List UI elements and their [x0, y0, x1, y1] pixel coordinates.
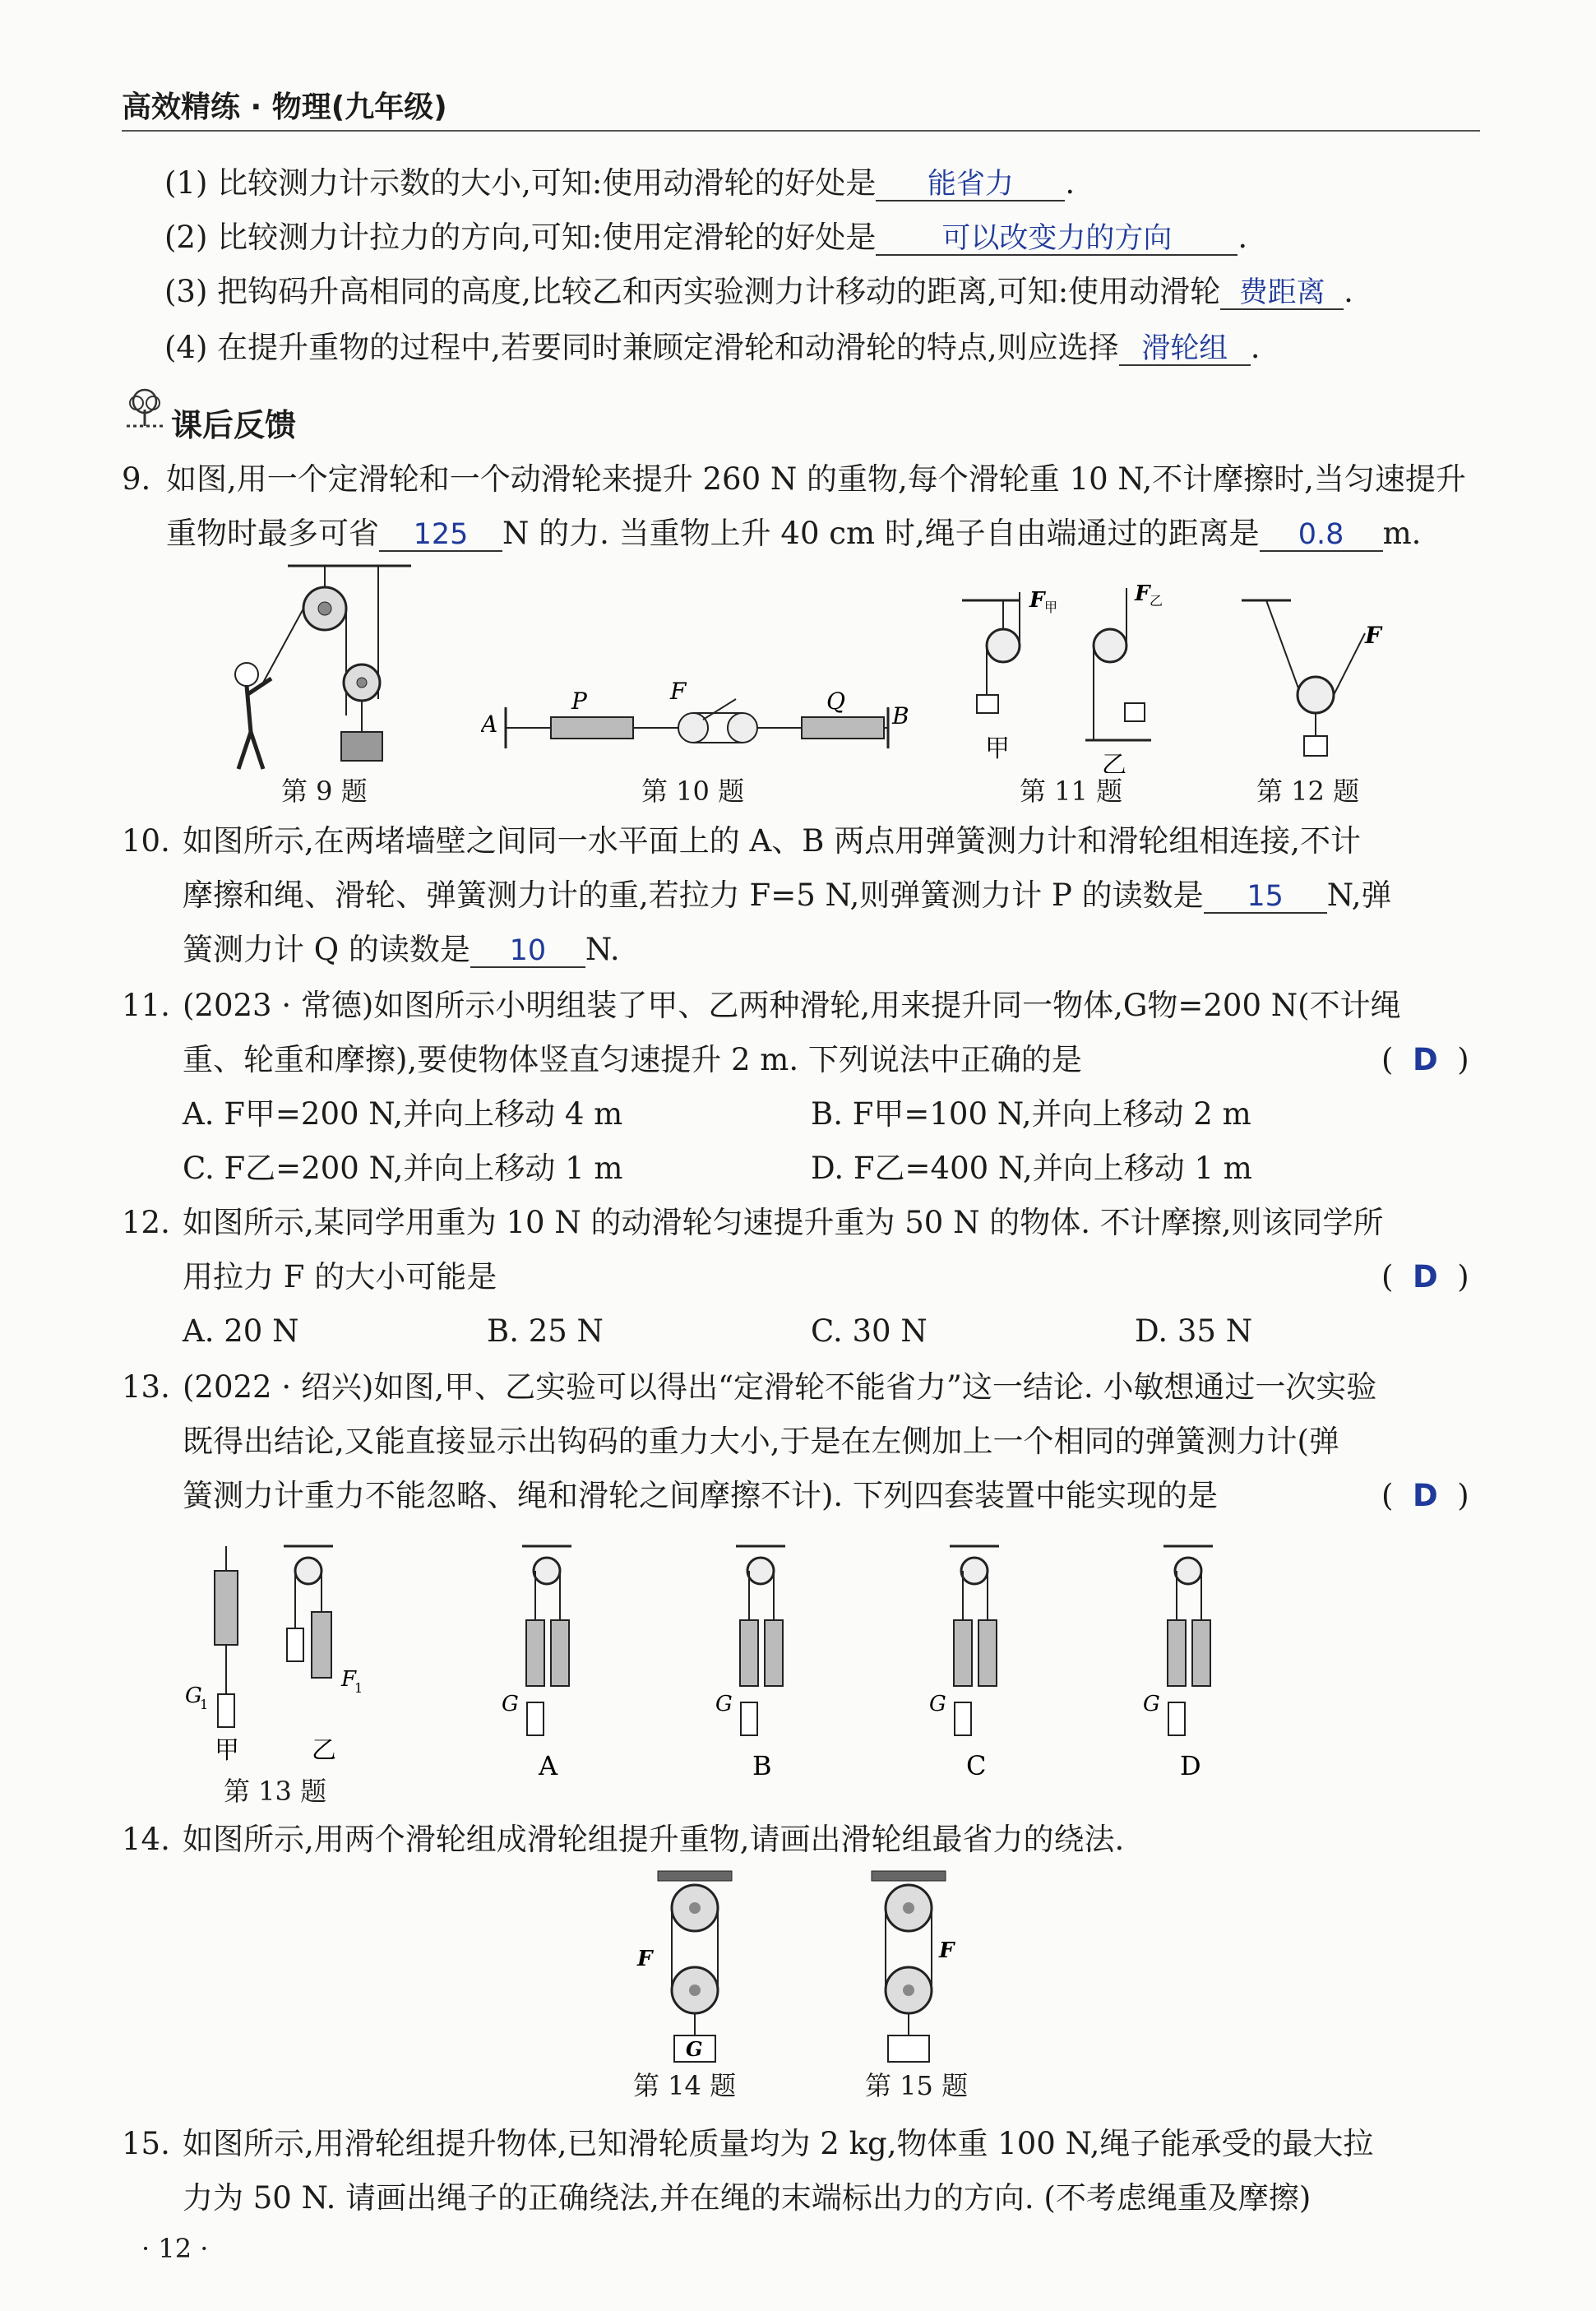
q12-line1: 如图所示,某同学用重为 10 N 的动滑轮匀速提升重为 50 N 的物体. 不计摩擦,则该同学所: [183, 1205, 1384, 1240]
figure-q14-q15: [633, 1867, 962, 2084]
label-option-a: A: [539, 1750, 558, 1781]
q9-answer-2: 0.8: [1260, 520, 1383, 552]
q12-line2: 用拉力 F 的大小可能是: [183, 1259, 497, 1294]
q10-line3: 簧测力计 Q 的读数是 10 N.: [183, 932, 620, 967]
section-icon: [122, 385, 168, 434]
q9-number: 9.: [122, 461, 151, 497]
q11-option-d: D. F乙=400 N,并向上移动 1 m: [811, 1151, 1252, 1186]
page-number: · 12 ·: [141, 2233, 209, 2264]
q13-line2: 既得出结论,又能直接显示出钩码的重力大小,于是在左侧加上一个相同的弹簧测力计(弹: [183, 1424, 1339, 1459]
header-rule: [122, 130, 1480, 132]
q11-line2: 重、轮重和摩擦),要使物体竖直匀速提升 2 m. 下列说法中正确的是: [183, 1042, 1082, 1077]
q8-part-1: (1) 比较测力计示数的大小,可知:使用动滑轮的好处是 能省力 .: [164, 165, 1076, 201]
svg-text:G: G: [1143, 1692, 1160, 1716]
svg-text:G: G: [715, 1692, 733, 1716]
label-yi: 乙: [1102, 751, 1126, 773]
label-Q: Q: [826, 688, 845, 715]
q12-answer: ( D ): [1381, 1259, 1469, 1294]
svg-text:甲: 甲: [1044, 600, 1058, 615]
q15-line1: 如图所示,用滑轮组提升物体,已知滑轮质量均为 2 kg,物体重 100 N,绳子能承受的最大拉: [183, 2126, 1374, 2161]
q10-answer-2: 10: [470, 936, 585, 968]
q12-option-a: A. 20 N: [183, 1313, 299, 1349]
q11-option-a: A. F甲=200 N,并向上移动 4 m: [183, 1096, 623, 1132]
section-title: 课后反馈: [171, 407, 297, 443]
q12-option-c: C. 30 N: [811, 1313, 928, 1349]
q9-line1: 如图,用一个定滑轮和一个动滑轮来提升 260 N 的重物,每个滑轮重 10 N,不计摩擦时,当匀速提升: [166, 461, 1466, 497]
q13-line3: 簧测力计重力不能忽略、绳和滑轮之间摩擦不计). 下列四套装置中能实现的是: [183, 1478, 1218, 1513]
q10-number: 10.: [122, 823, 170, 859]
setup-b: [715, 1546, 785, 1781]
svg-text:G: G: [686, 2037, 703, 2061]
svg-text:甲: 甲: [215, 1736, 239, 1765]
setup-d: [1143, 1546, 1213, 1781]
q9-line2: 重物时最多可省 125 N 的力. 当重物上升 40 cm 时,绳子自由端通过的距离是 0.8 m.: [166, 516, 1422, 551]
svg-text:F: F: [1365, 622, 1381, 649]
svg-text:F: F: [341, 1667, 357, 1692]
q11-line1: (2023 · 常德)如图所示小明组装了甲、乙两种滑轮,用来提升同一物体,G物=200 N(不计绳: [183, 988, 1401, 1023]
caption-q12: 第 12 题: [1256, 776, 1360, 807]
svg-text:乙: 乙: [312, 1736, 336, 1765]
setup-q14: [636, 1871, 732, 2062]
caption-q15: 第 15 题: [865, 2070, 969, 2101]
label-A: A: [481, 711, 498, 738]
q14-line1: 如图所示,用两个滑轮组成滑轮组提升重物,请画出滑轮组最省力的绕法.: [183, 1822, 1125, 1857]
q11-answer: ( D ): [1381, 1042, 1469, 1077]
label-B: B: [892, 702, 909, 729]
svg-text:F: F: [1135, 584, 1150, 606]
q8-answer-3: 费距离: [1220, 278, 1344, 310]
q8-answer-1: 能省力: [876, 169, 1065, 201]
svg-text:乙: 乙: [1150, 593, 1163, 609]
q12-number: 12.: [122, 1205, 170, 1240]
q8-answer-4: 滑轮组: [1119, 334, 1251, 366]
q13-number: 13.: [122, 1369, 170, 1405]
q10-line2: 摩擦和绳、滑轮、弹簧测力计的重,若拉力 F=5 N,则弹簧测力计 P 的读数是 15 N,弹: [183, 878, 1392, 913]
q15-line2: 力为 50 N. 请画出绳子的正确绕法,并在绳的末端标出力的方向. (不考虑绳重及摩擦): [183, 2180, 1311, 2216]
label-option-d: D: [1180, 1750, 1201, 1781]
caption-q10: 第 10 题: [641, 776, 745, 807]
figure-q13: [177, 1538, 1279, 1788]
setup-c: [929, 1546, 999, 1781]
figure-q11: [962, 584, 1176, 776]
svg-text:F: F: [637, 1947, 653, 1971]
caption-q14: 第 14 题: [633, 2070, 737, 2101]
svg-text:1: 1: [354, 1680, 363, 1696]
svg-text:G: G: [185, 1683, 202, 1708]
tree-icon: [122, 385, 168, 431]
q11-number: 11.: [122, 988, 170, 1023]
setup-q15: [872, 1871, 955, 2062]
q8-answer-2: 可以改变力的方向: [876, 224, 1237, 256]
q11-option-b: B. F甲=100 N,并向上移动 2 m: [811, 1096, 1251, 1132]
q13-answer: ( D ): [1381, 1478, 1469, 1513]
q10-answer-1: 15: [1204, 882, 1327, 914]
label-option-b: B: [752, 1750, 772, 1781]
q12-option-d: D. 35 N: [1135, 1313, 1253, 1349]
q12-option-b: B. 25 N: [487, 1313, 604, 1349]
setup-a: [502, 1546, 571, 1781]
svg-text:G: G: [502, 1692, 519, 1716]
label-option-c: C: [966, 1750, 987, 1781]
figure-q10: [481, 674, 909, 760]
figure-q9: [214, 559, 419, 776]
q8-part-3: (3) 把钩码升高相同的高度,比较乙和丙实验测力计移动的距离,可知:使用动滑轮 费距离 .: [164, 274, 1353, 309]
q8-part-2: (2) 比较测力计拉力的方向,可知:使用定滑轮的好处是 可以改变力的方向 .: [164, 220, 1248, 255]
svg-text:F: F: [1029, 588, 1045, 613]
q11-option-c: C. F乙=200 N,并向上移动 1 m: [183, 1151, 623, 1186]
header-title: 高效精练 · 物理(九年级): [122, 90, 447, 124]
svg-text:G: G: [929, 1692, 946, 1716]
caption-q13: 第 13 题: [224, 1776, 327, 1807]
svg-text:F: F: [939, 1938, 955, 1963]
label-F: F: [670, 678, 687, 705]
q15-number: 15.: [122, 2126, 170, 2161]
q13-line1: (2022 · 绍兴)如图,甲、乙实验可以得出“定滑轮不能省力”这一结论. 小敏想通过一次实验: [183, 1369, 1377, 1405]
label-jia: 甲: [985, 734, 1010, 763]
caption-q9: 第 9 题: [281, 776, 368, 807]
label-P: P: [571, 688, 587, 715]
q9-answer-1: 125: [379, 520, 502, 552]
figure-q12: [1233, 592, 1398, 768]
caption-q11: 第 11 题: [1020, 776, 1123, 807]
q8-part-4: (4) 在提升重物的过程中,若要同时兼顾定滑轮和动滑轮的特点,则应选择 滑轮组 .: [164, 330, 1261, 365]
q10-line1: 如图所示,在两堵墙壁之间同一水平面上的 A、B 两点用弹簧测力计和滑轮组相连接,不计: [183, 823, 1361, 859]
q14-number: 14.: [122, 1822, 170, 1857]
svg-text:1: 1: [200, 1697, 209, 1712]
setup-yi: [284, 1546, 363, 1765]
setup-jia: [185, 1546, 239, 1765]
